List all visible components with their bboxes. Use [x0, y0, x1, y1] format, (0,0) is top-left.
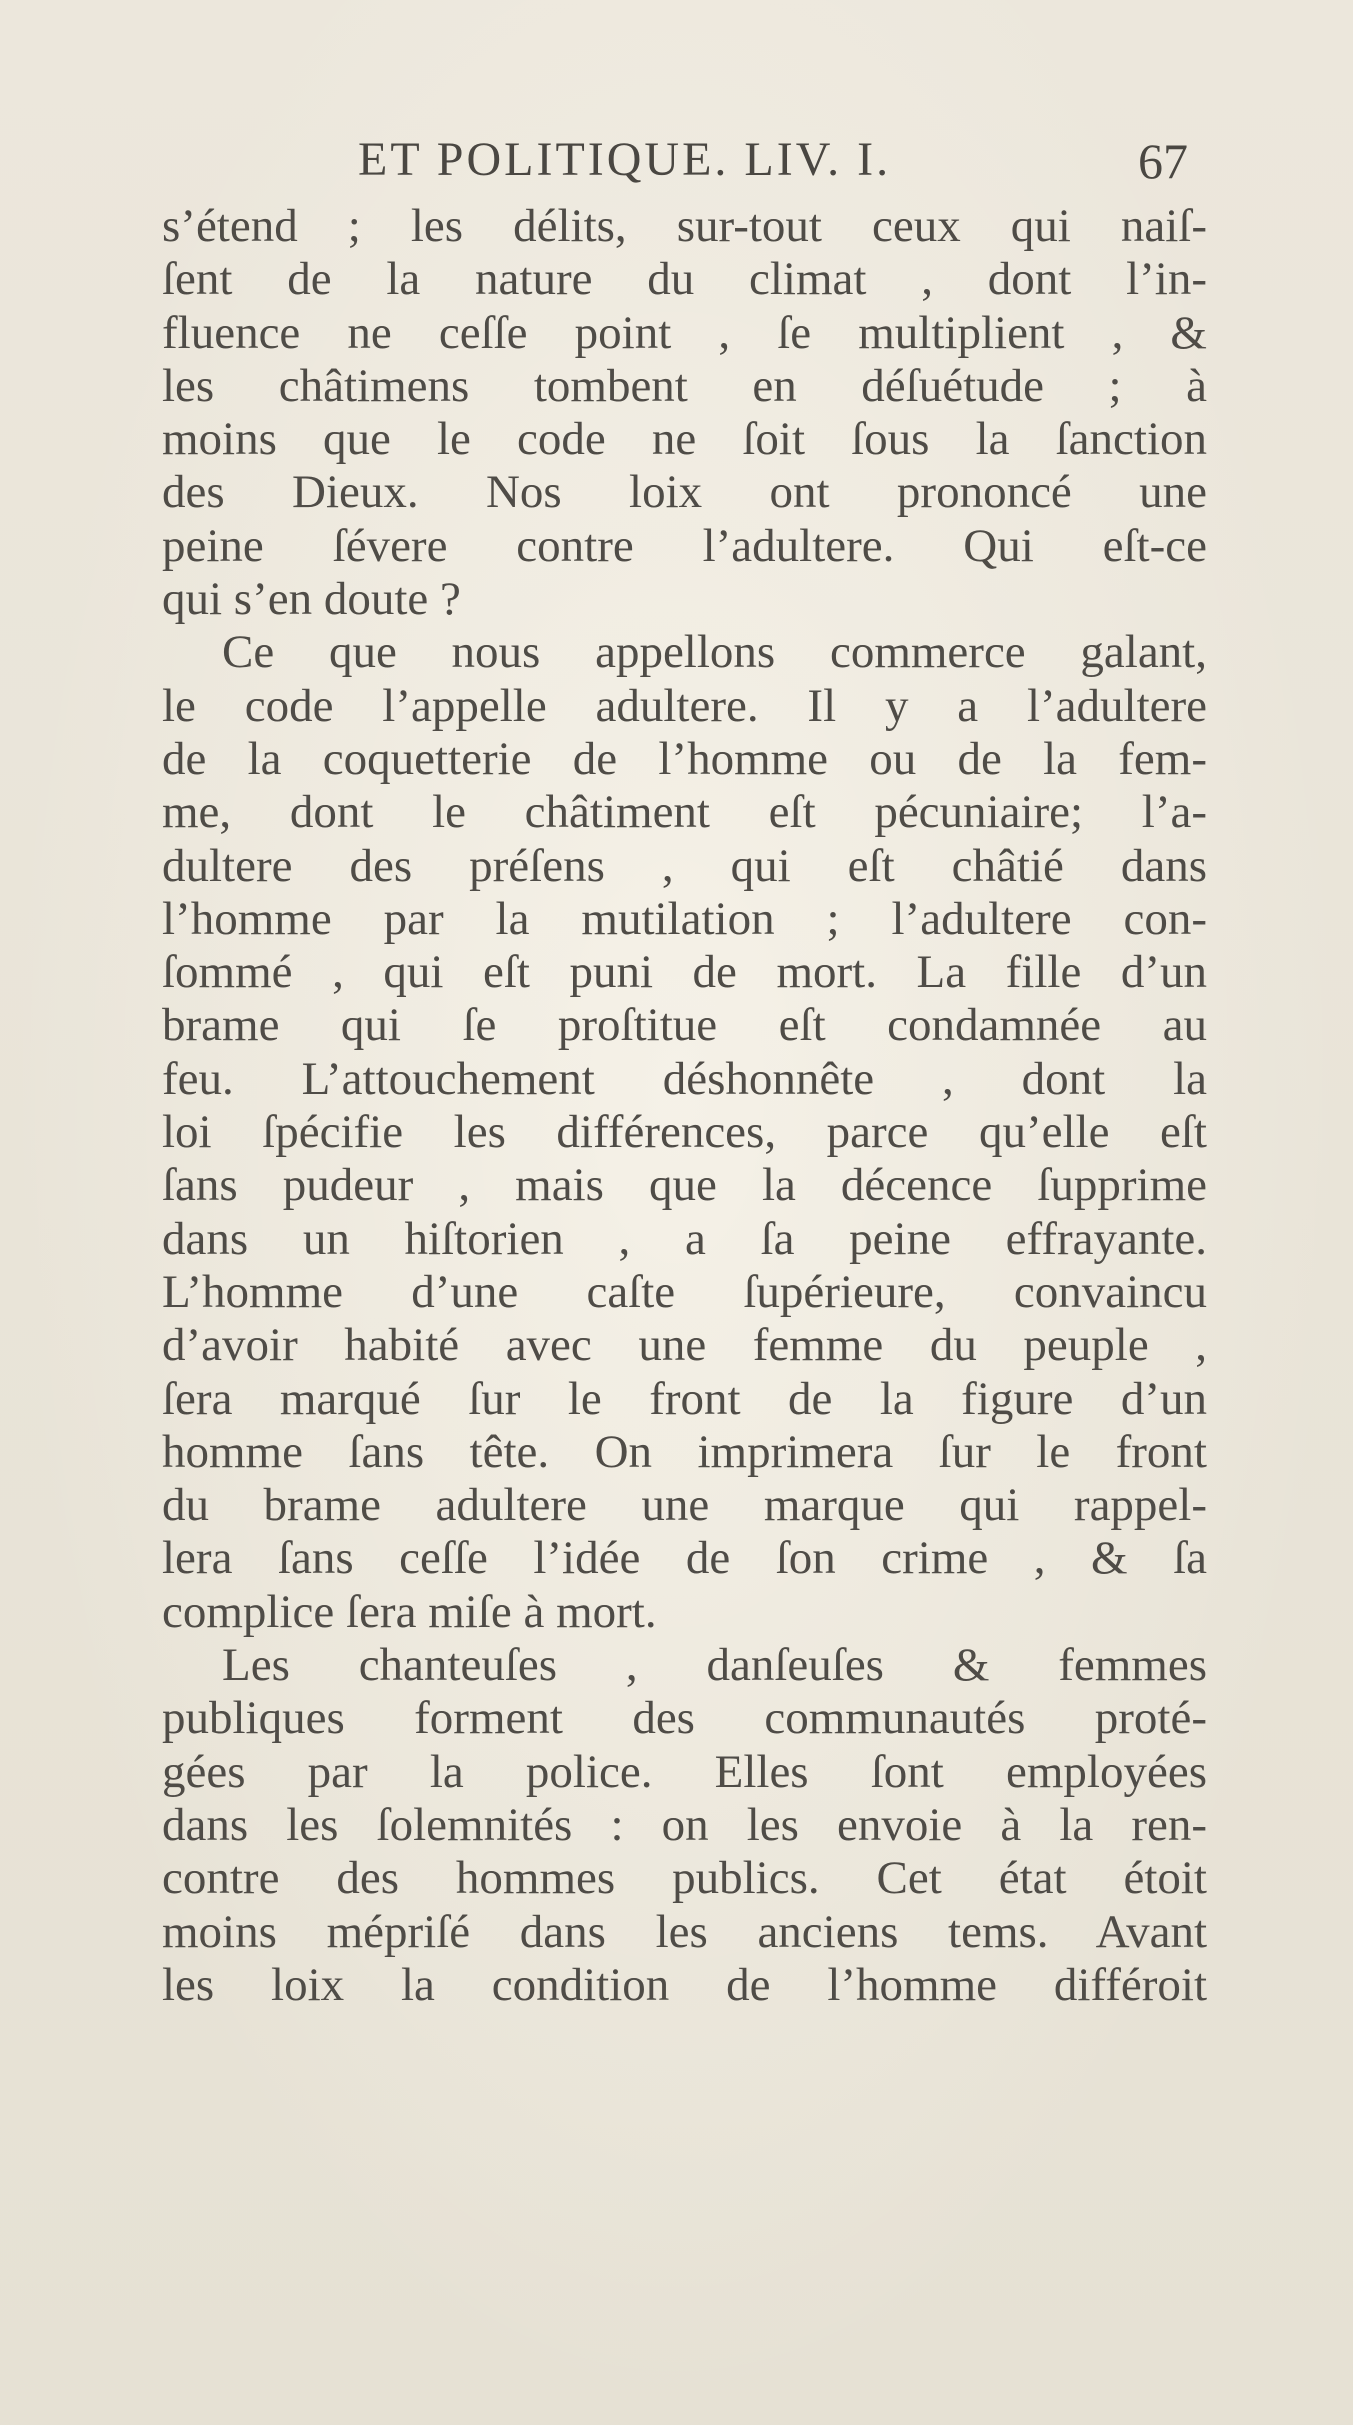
- text-line: d’avoir habité avec une femme du peuple ,: [162, 1319, 1207, 1372]
- text-line: Ce que nous appellons commerce galant,: [222, 626, 1207, 679]
- body-text: [162, 200, 1207, 2012]
- text-line: moins que le code ne ſoit ſous la ſanction: [162, 413, 1207, 466]
- text-line: fluence ne ceſſe point , ſe multiplient , &: [162, 306, 1207, 359]
- page-number: 67: [1138, 133, 1188, 189]
- text-line: moins mépriſé dans les anciens tems. Avant: [162, 1905, 1207, 1958]
- text-line: ſera marqué ſur le front de la figure d’un: [162, 1372, 1207, 1425]
- text-line: ſans pudeur , mais que la décence ſupprime: [162, 1159, 1207, 1212]
- text-line: l’homme par la mutilation ; l’adultere con-: [162, 892, 1207, 945]
- text-line: les châtimens tombent en déſuétude ; à: [162, 359, 1207, 412]
- text-line: qui s’en doute ?: [162, 573, 461, 626]
- text-line: L’homme d’une caſte ſupérieure, convaincu: [162, 1265, 1207, 1318]
- text-line: Les chanteuſes , danſeuſes & femmes: [222, 1639, 1207, 1692]
- text-line: dans un hiſtorien , a ſa peine effrayante.: [162, 1212, 1207, 1265]
- text-line: s’étend ; les délits, sur-tout ceux qui naiſ-: [162, 200, 1207, 252]
- text-line: loi ſpécifie les différences, parce qu’elle eſt: [162, 1106, 1207, 1159]
- running-title: ET POLITIQUE. LIV. I.: [358, 133, 892, 186]
- text-line: me, dont le châtiment eſt pécuniaire; l’a-: [162, 786, 1207, 839]
- text-line: ſent de la nature du climat , dont l’in-: [162, 253, 1207, 306]
- text-line: de la coquetterie de l’homme ou de la fem-: [162, 732, 1207, 785]
- text-line: publiques forment des communautés proté-: [162, 1692, 1207, 1745]
- text-line: dultere des préſens , qui eſt châtié dans: [162, 839, 1207, 892]
- text-line: brame qui ſe proſtitue eſt condamnée au: [162, 999, 1207, 1052]
- text-line: peine ſévere contre l’adultere. Qui eſt-ce: [162, 519, 1207, 572]
- text-line: homme ſans tête. On imprimera ſur le front: [162, 1425, 1207, 1478]
- running-header: [358, 132, 1188, 202]
- text-line: gées par la police. Elles ſont employées: [162, 1745, 1207, 1798]
- text-line: les loix la condition de l’homme différoit: [162, 1958, 1207, 2011]
- text-line: le code l’appelle adultere. Il y a l’adultere: [162, 679, 1207, 732]
- text-line: contre des hommes publics. Cet état étoit: [162, 1852, 1207, 1905]
- text-line: feu. L’attouchement déshonnête , dont la: [162, 1052, 1207, 1105]
- text-line: des Dieux. Nos loix ont prononcé une: [162, 466, 1207, 519]
- text-line: dans les ſolemnités : on les envoie à la ren-: [162, 1798, 1207, 1851]
- text-line: complice ſera miſe à mort.: [162, 1585, 657, 1638]
- text-line: ſommé , qui eſt puni de mort. La fille d’un: [162, 946, 1207, 999]
- text-line: du brame adultere une marque qui rappel-: [162, 1479, 1207, 1532]
- text-line: lera ſans ceſſe l’idée de ſon crime , & ſa: [162, 1532, 1207, 1585]
